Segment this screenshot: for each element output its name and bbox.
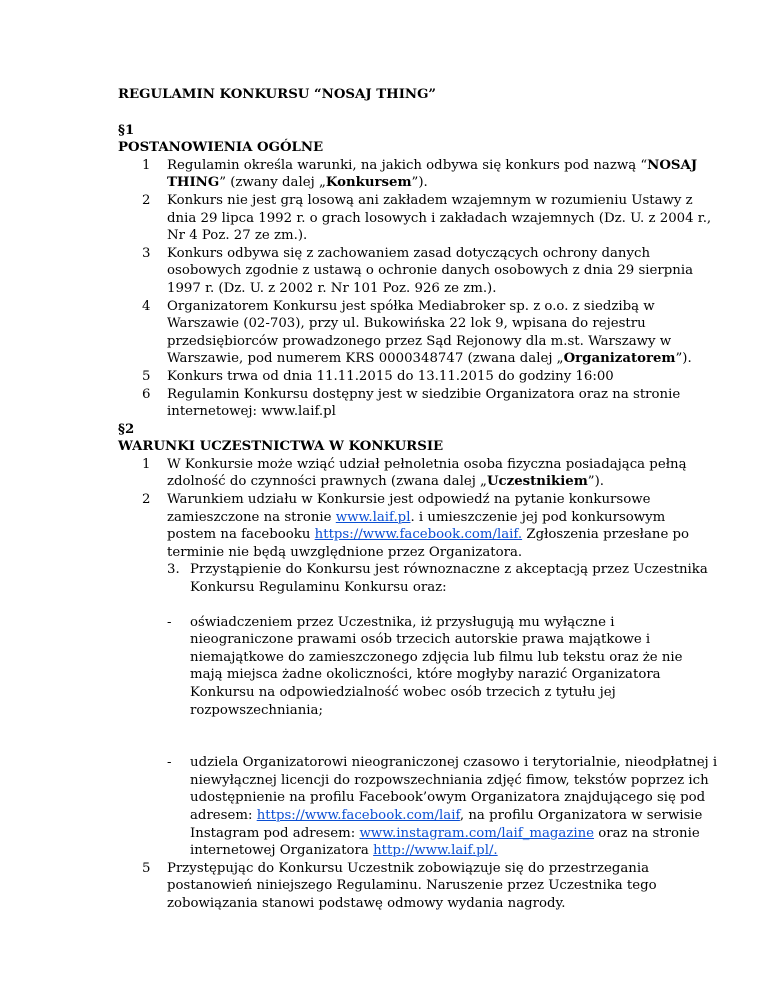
facebook-link[interactable]: https://www.facebook.com/laif: [256, 807, 460, 823]
dash-item: - oświadczeniem przez Uczestnika, iż przysługują mu wyłączne i nieograniczone prawami osób trzecich autorskie prawa majątkowe i niemajątkowe do zamieszczonego zdjęcia lub filmu lub tekstu oraz że nie mają miejsca żadne okoliczności, które mogłyby narazić Organizatora Konkursu na odpowiedzialność wobec osób trzecich z tytułu jej rozpowszechniania;: [167, 614, 683, 718]
laif-website-link[interactable]: www.laif.pl: [335, 509, 411, 525]
list-item: 6 Regulamin Konkursu dostępny jest w siedzibie Organizatora oraz na stronie internetowej: www.laif.pl: [142, 386, 681, 420]
item-number: 4: [142, 298, 151, 314]
item-number: 6: [142, 386, 151, 402]
list-item: 3 Konkurs odbywa się z zachowaniem zasad dotyczących ochrony danych osobowych zgodnie z ustawą o ochronie danych osobowych z dnia 29 sierpnia 1997 r. (Dz. U. z 2002 r. Nr 101 Poz. 926 ze zm.).: [142, 245, 694, 296]
list-item: 1 W Konkursie może wziąć udział pełnoletnia osoba fizyczna posiadająca pełną zdolność do czynności prawnych (zwana dalej „Uczestnikiem”).: [142, 456, 687, 490]
item-number: 3: [142, 245, 151, 261]
section-2-heading: WARUNKI UCZESTNICTWA W KONKURSIE: [118, 439, 444, 455]
list-item: 4 Organizatorem Konkursu jest spółka Mediabroker sp. z o.o. z siedzibą w Warszawie (02-703), przy ul. Bukowińska 22 lok 9, wpisana do rejestru przedsiębiorców prowadzonego przez Sąd Rejonowy dla m.st. Warszawy w Warszawie, pod numerem KRS 0000348747 (zwana dalej „Organizatorem”).: [142, 298, 692, 367]
list-item: 2 Konkurs nie jest grą losową ani zakładem wzajemnym w rozumieniu Ustawy z dnia 29 lipca 1992 r. o grach losowych i zakładach wzajemnych (Dz. U. z 2004 r., Nr 4 Poz. 27 ze zm.).: [142, 192, 712, 244]
section-2-mark: §2: [118, 421, 135, 437]
item-number: 5: [142, 860, 151, 876]
item-number: 5: [142, 368, 151, 384]
section-1-heading: POSTANOWIENIA OGÓLNE: [118, 140, 324, 156]
list-item: 2 Warunkiem udziału w Konkursie jest odpowiedź na pytanie konkursowe zamieszczone na stronie www.laif.pl. i umieszczenie jej pod konkursowym postem na facebooku https://www.facebook.com/laif. Zgłoszenia przesłane po terminie nie będą uwzględnione przez Organizatora.: [142, 492, 690, 560]
section-1-mark: §1: [118, 122, 135, 138]
item-number: 2: [142, 192, 151, 208]
list-item: 5 Przystępując do Konkursu Uczestnik zobowiązuje się do przestrzegania postanowień niniejszego Regulaminu. Naruszenie przez Uczestnika tego zobowiązania stanowi podstawę odmowy wydania nagrody.: [142, 860, 657, 911]
list-item: 5 Konkurs trwa od dnia 11.11.2015 do 13.11.2015 do godziny 16:00: [142, 368, 614, 384]
item-number: 1: [142, 456, 151, 472]
list-item: 1 Regulamin określa warunki, na jakich odbywa się konkurs pod nazwą “NOSAJ THING” (zwany dalej „Konkursem”).: [142, 157, 698, 191]
list-item: 3. Przystąpienie do Konkursu jest równoznaczne z akceptacją przez Uczestnika Konkursu Regulaminu Konkursu oraz:: [167, 562, 708, 596]
dash-item: - udziela Organizatorowi nieograniczonej czasowo i terytorialnie, nieodpłatnej i niewyłącznej licencji do rozpowszechniania zdjęć fimow, tekstów poprzez ich udostępnienie na profilu Facebook’owym Organizatora znajdującego się pod adresem: https://www.facebook.com/laif, na profilu Organizatora w serwisie Instagram pod adresem: www.instagram.com/laif_magazine oraz na stronie internetowej Organizatora http://www.laif.pl/.: [167, 755, 718, 859]
laif-website-link[interactable]: http://www.laif.pl/.: [373, 843, 498, 859]
document-title: REGULAMIN KONKURSU “NOSAJ THING”: [118, 87, 437, 102]
document-page: [118, 86, 718, 913]
instagram-link[interactable]: www.instagram.com/laif_magazine: [359, 825, 595, 841]
item-number: 2: [142, 492, 151, 508]
item-number: 1: [142, 157, 151, 173]
facebook-link[interactable]: https://www.facebook.com/laif.: [314, 527, 523, 543]
item-number: 3.: [167, 562, 180, 578]
dash-mark: -: [167, 755, 172, 771]
dash-mark: -: [167, 614, 172, 630]
